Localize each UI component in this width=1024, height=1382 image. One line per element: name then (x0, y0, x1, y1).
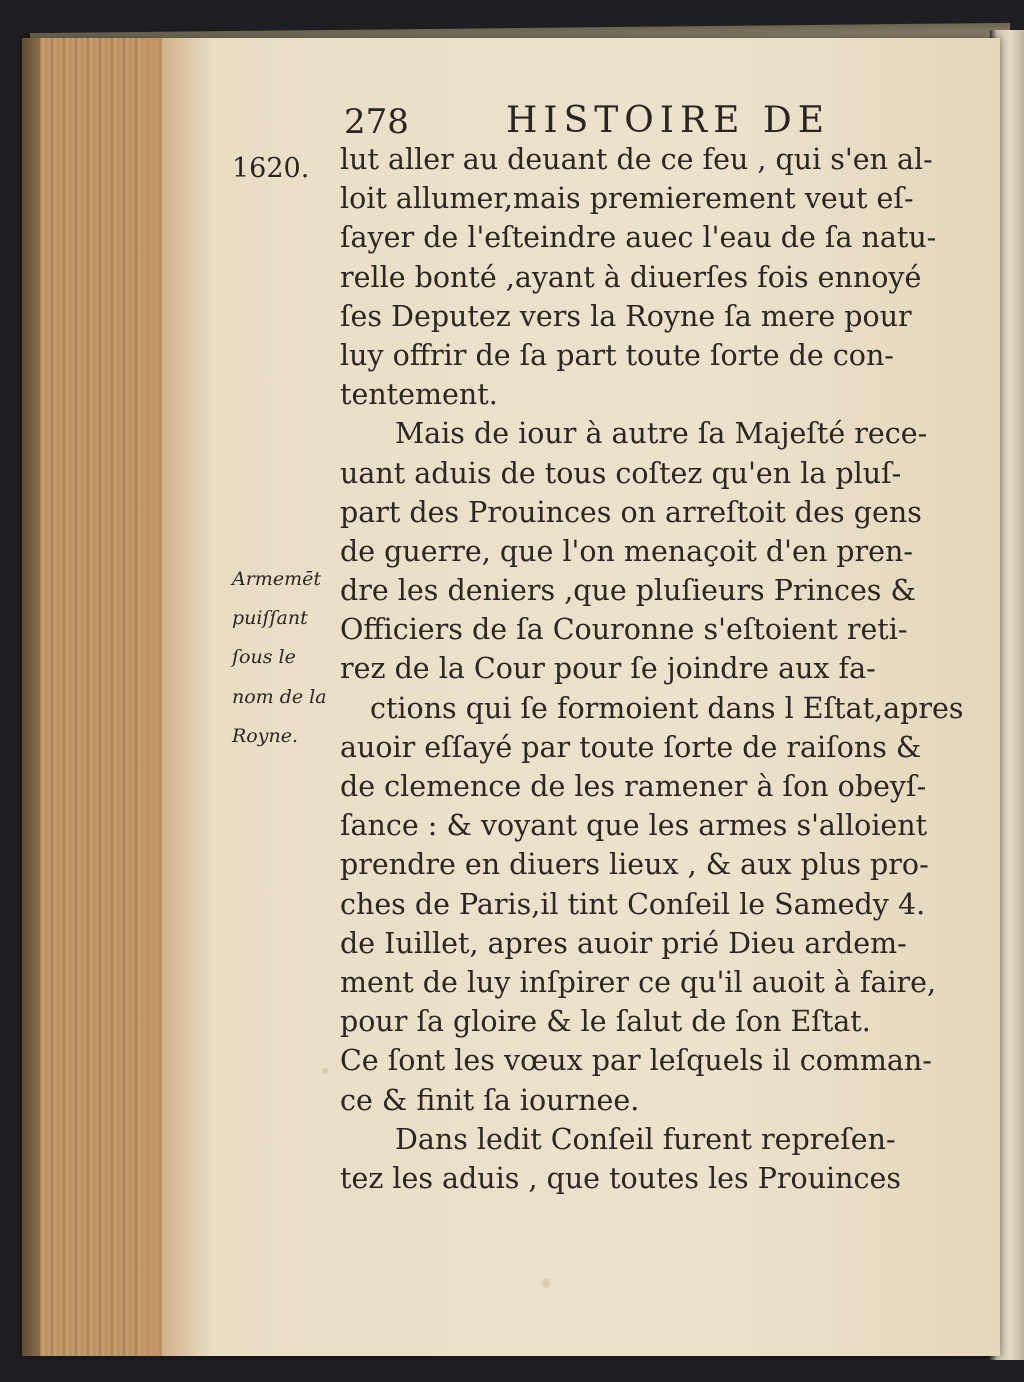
text-line: relle bonté ,ayant à diuerſes fois ennoyé (340, 260, 922, 294)
text-line: auoir eſſayé par toute ſorte de raiſons & (340, 730, 922, 764)
text-line: de guerre, que l'on menaçoit d'en pren- (340, 534, 913, 568)
paper-stain (542, 1278, 550, 1288)
text-line: prendre en diuers lieux , & aux plus pro- (340, 848, 929, 882)
text-line: de clemence de les ramener à ſon obeyſ- (340, 770, 927, 803)
marginal-note-line: Armemēt (232, 568, 321, 590)
text-line: loit allumer,mais premierement veut eſ- (340, 182, 914, 216)
text-line: lut aller au deuant de ce feu , qui s'en al- (340, 143, 933, 176)
text-line: part des Prouinces on arreſtoit des gens (340, 495, 922, 529)
body-text (340, 140, 986, 1198)
paper-stain (322, 1068, 328, 1074)
binding-edge (22, 38, 40, 1356)
paragraph-start-line: Mais de iour à autre ſa Majeſté rece- (395, 417, 928, 451)
page-number: 278 (344, 102, 409, 142)
margin-year: 1620. (232, 153, 310, 184)
text-line: tentement. (340, 378, 498, 412)
text-line: ce & finit ſa iournee. (340, 1083, 640, 1117)
text-line: dre les deniers ,que pluſieurs Princes & (340, 574, 916, 608)
running-title: HISTOIRE DE (506, 100, 830, 141)
marginal-note-line: puiſſant (232, 607, 308, 630)
marginal-note (232, 560, 342, 756)
gutter-shadow (142, 38, 212, 1356)
text-line: rez de la Cour pour ſe joindre aux fa- (340, 652, 876, 686)
binding-gutter (22, 38, 162, 1356)
text-line: pour ſa gloire & le ſalut de ſon Eſtat. (340, 1005, 871, 1039)
text-line: ſes Deputez vers la Royne ſa mere pour (340, 299, 912, 333)
text-line: ſayer de l'eſteindre auec l'eau de ſa natu- (340, 221, 937, 255)
paragraph-start-line: Dans ledit Conſeil furent repreſen- (395, 1122, 896, 1156)
text-line: Ce ſont les vœux par leſquels il comman- (340, 1044, 932, 1078)
text-line: Officiers de ſa Couronne s'eſtoient reti- (340, 613, 908, 647)
text-line: de Iuillet, apres auoir prié Dieu ardem- (340, 926, 907, 960)
marginal-note-line: ſous le (232, 646, 296, 669)
text-line: ctions qui ſe formoient dans l Eſtat,apres (370, 691, 964, 725)
marginal-note-line: Royne. (232, 724, 298, 747)
text-line: ment de luy inſpirer ce qu'il auoit à faire, (340, 965, 937, 999)
text-line: ches de Paris,il tint Conſeil le Samedy 4. (340, 887, 926, 921)
text-line: tez les aduis , que toutes les Prouinces (340, 1161, 901, 1195)
marginal-note-line: nom de la (232, 685, 327, 708)
text-line: ſance : & voyant que les armes s'alloient (340, 809, 928, 843)
text-line: uant aduis de tous coſtez qu'en la pluſ- (340, 456, 902, 490)
text-line: luy offrir de ſa part toute ſorte de con- (340, 338, 894, 372)
